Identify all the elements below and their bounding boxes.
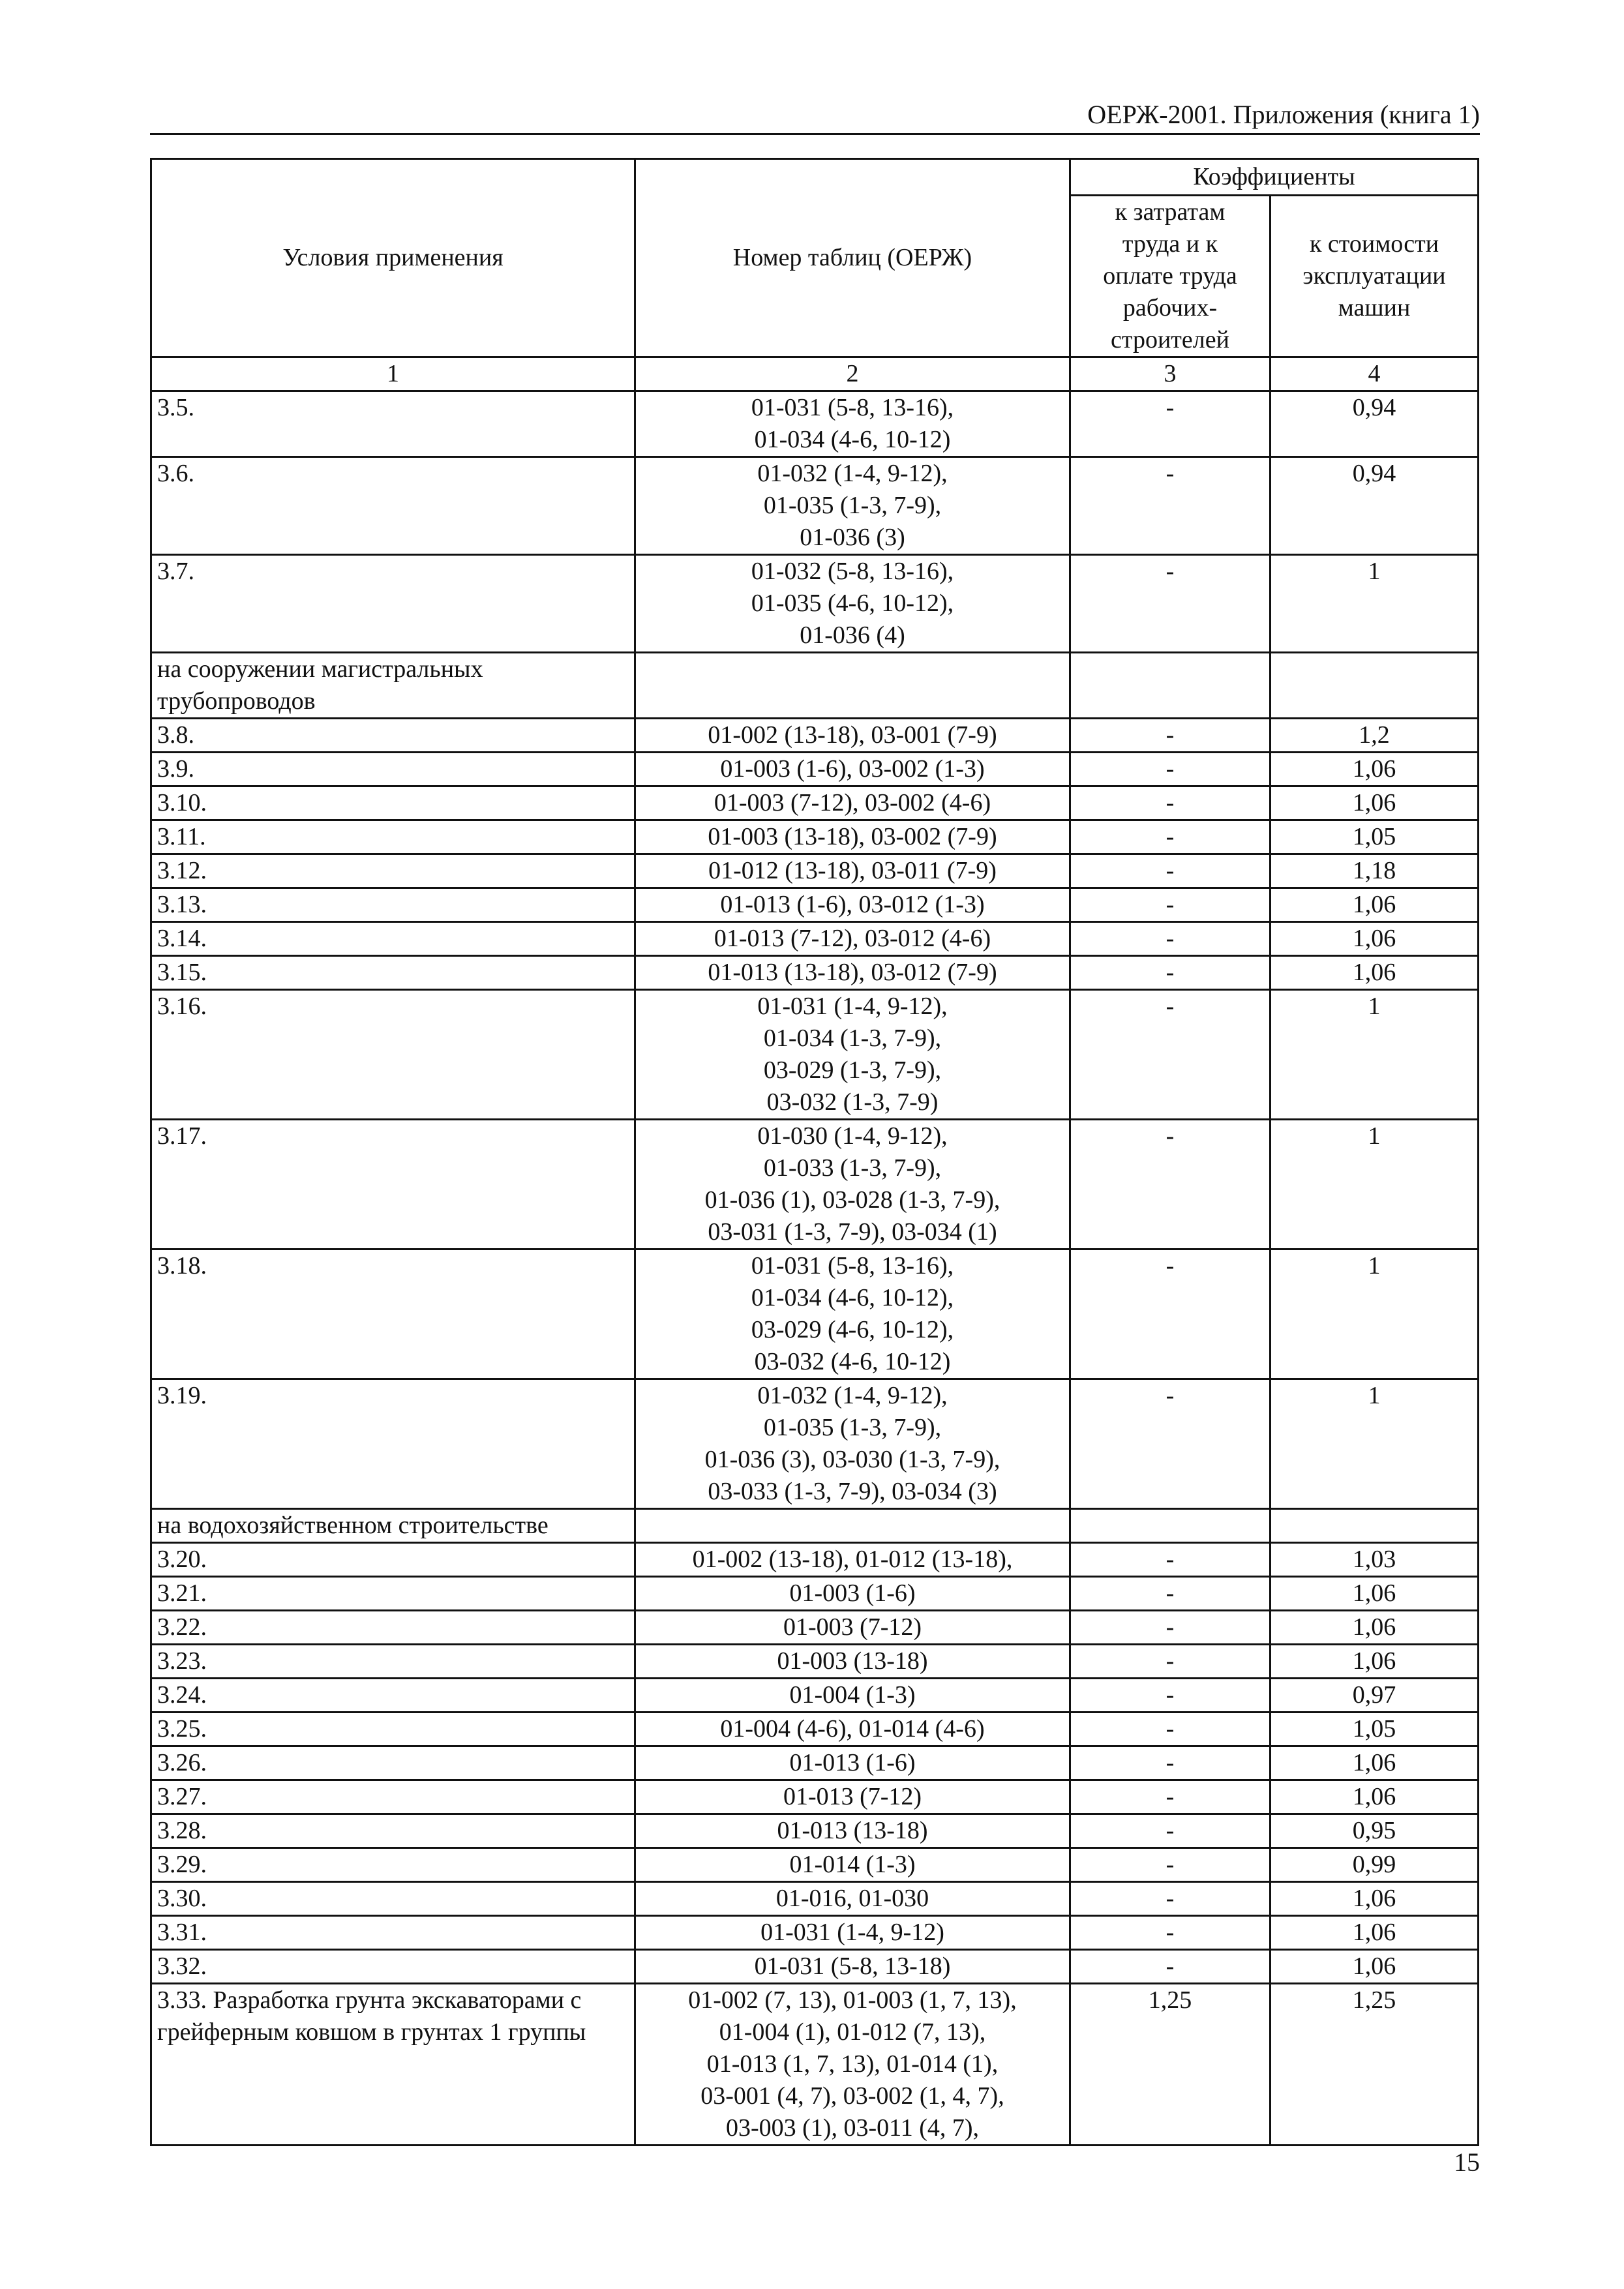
condition-cell (151, 391, 635, 457)
labor-coefficient-cell: - (1070, 1379, 1271, 1509)
table-numbers-text: 01-035 (1-3, 7-9), (763, 492, 942, 519)
table-numbers-cell (635, 1916, 1070, 1950)
machine-coefficient-cell: 1,06 (1271, 1645, 1479, 1679)
table-numbers-cell (635, 1249, 1070, 1379)
condition-text: 3.12. (157, 857, 207, 884)
table-numbers-text: 01-031 (5-8, 13-16), (751, 1252, 954, 1279)
condition-cell (151, 1379, 635, 1509)
condition-text: 3.19. (157, 1382, 207, 1409)
condition-text: 3.8. (157, 721, 194, 749)
labor-coefficient-cell: - (1070, 1679, 1271, 1713)
table-row (151, 753, 1479, 786)
table-row (151, 653, 1479, 719)
table-row (151, 1249, 1479, 1379)
table-row (151, 1120, 1479, 1249)
table-numbers-cell (635, 1950, 1070, 1984)
machine-coefficient-cell: 0,94 (1271, 391, 1479, 457)
condition-text: 3.23. (157, 1647, 207, 1675)
table-numbers-text: 01-030 (1-4, 9-12), (757, 1122, 948, 1150)
table-numbers-text: 01-004 (4-6), 01-014 (4-6) (720, 1715, 985, 1743)
condition-cell (151, 1645, 635, 1679)
table-row (151, 1713, 1479, 1746)
table-numbers-cell (635, 1746, 1070, 1780)
machine-coefficient-cell: 1,06 (1271, 956, 1479, 990)
labor-coefficient-cell: - (1070, 1882, 1271, 1916)
table-numbers-text: 01-031 (1-4, 9-12) (760, 1919, 944, 1946)
table-numbers-cell (635, 1848, 1070, 1882)
condition-cell (151, 457, 635, 555)
table-numbers-text: 01-002 (13-18), 03-001 (7-9) (708, 721, 997, 749)
header-coefficients: Коэффициенты (1070, 159, 1479, 196)
table-numbers-cell (635, 1611, 1070, 1645)
machine-coefficient-cell: 1,06 (1271, 888, 1479, 922)
labor-coefficient-cell: - (1070, 719, 1271, 753)
header-conditions: Условия применения (151, 159, 635, 357)
table-numbers-text: 01-034 (1-3, 7-9), (763, 1025, 942, 1052)
table-row (151, 1509, 1479, 1543)
table-numbers-cell (635, 786, 1070, 820)
table-numbers-text: 01-013 (13-18), 03-012 (7-9) (708, 959, 997, 986)
table-numbers-text: 01-003 (13-18) (777, 1647, 928, 1675)
table-numbers-cell (635, 1984, 1070, 2146)
table-numbers-cell (635, 1509, 1070, 1543)
labor-coefficient-cell: - (1070, 956, 1271, 990)
condition-text: 3.11. (157, 823, 206, 850)
table-numbers-text: 01-032 (5-8, 13-16), (751, 558, 954, 585)
machine-coefficient-cell: 1,25 (1271, 1984, 1479, 2146)
table-numbers-cell (635, 1379, 1070, 1509)
condition-text: 3.13. (157, 891, 207, 918)
condition-text: 3.7. (157, 558, 194, 585)
condition-cell (151, 786, 635, 820)
machine-coefficient-cell: 1 (1271, 1120, 1479, 1249)
table-numbers-text: 01-003 (7-12), 03-002 (4-6) (714, 789, 991, 816)
condition-cell (151, 1713, 635, 1746)
condition-text: 3.17. (157, 1122, 207, 1150)
column-number: 1 (151, 357, 635, 391)
table-numbers-cell (635, 854, 1070, 888)
labor-coefficient-cell: 1,25 (1070, 1984, 1271, 2146)
table-numbers-text: 01-033 (1-3, 7-9), (763, 1154, 942, 1182)
labor-coefficient-cell: - (1070, 888, 1271, 922)
labor-coefficient-cell: - (1070, 391, 1271, 457)
labor-coefficient-cell: - (1070, 922, 1271, 956)
table-numbers-text: 03-031 (1-3, 7-9), 03-034 (1) (708, 1218, 997, 1246)
condition-text: 3.33. Разработка грунта экскаваторами с (157, 1986, 582, 2014)
table-numbers-cell (635, 922, 1070, 956)
table-row (151, 1645, 1479, 1679)
labor-coefficient-cell (1070, 653, 1271, 719)
condition-text: 3.31. (157, 1919, 207, 1946)
table-row (151, 719, 1479, 753)
coefficients-table (150, 158, 1479, 2146)
labor-coefficient-cell: - (1070, 1950, 1271, 1984)
condition-cell (151, 922, 635, 956)
machine-coefficient-cell: 1 (1271, 990, 1479, 1120)
table-row (151, 1780, 1479, 1814)
labor-coefficient-cell: - (1070, 1814, 1271, 1848)
table-numbers-cell (635, 956, 1070, 990)
header-table-numbers: Номер таблиц (ОЕРЖ) (635, 159, 1070, 357)
condition-text: на водохозяйственном строительстве (157, 1512, 549, 1539)
labor-coefficient-cell: - (1070, 1916, 1271, 1950)
table-numbers-text: 03-029 (1-3, 7-9), (763, 1056, 942, 1084)
condition-text: 3.26. (157, 1749, 207, 1776)
page-number: 15 (1454, 2147, 1480, 2177)
condition-text: 3.30. (157, 1885, 207, 1912)
condition-cell (151, 1950, 635, 1984)
condition-text: 3.22. (157, 1613, 207, 1641)
condition-text: 3.6. (157, 460, 194, 487)
table-numbers-text: 03-029 (4-6, 10-12), (751, 1316, 954, 1343)
table-row (151, 1611, 1479, 1645)
condition-cell (151, 990, 635, 1120)
table-numbers-cell (635, 1679, 1070, 1713)
table-row (151, 457, 1479, 555)
table-row (151, 1746, 1479, 1780)
machine-coefficient-cell: 1 (1271, 555, 1479, 653)
labor-coefficient-cell: - (1070, 1746, 1271, 1780)
condition-cell (151, 1746, 635, 1780)
table-numbers-text: 03-033 (1-3, 7-9), 03-034 (3) (708, 1478, 997, 1505)
table-row (151, 1916, 1479, 1950)
table-row (151, 820, 1479, 854)
table-numbers-cell (635, 1543, 1070, 1577)
condition-text: 3.14. (157, 925, 207, 952)
table-row (151, 555, 1479, 653)
table-numbers-text: 01-031 (5-8, 13-18) (754, 1952, 951, 1980)
condition-text: на сооружении магистральных (157, 655, 483, 683)
machine-coefficient-cell: 0,99 (1271, 1848, 1479, 1882)
running-header: ОЕРЖ-2001. Приложения (книга 1) (1087, 100, 1480, 129)
machine-coefficient-cell: 1,18 (1271, 854, 1479, 888)
condition-text: 3.15. (157, 959, 207, 986)
header-labor-coefficient: к затратам труда и к оплате труда рабочих- строителей (1070, 196, 1271, 357)
table-numbers-text: 01-012 (13-18), 03-011 (7-9) (708, 857, 997, 884)
machine-coefficient-cell: 1,06 (1271, 922, 1479, 956)
condition-text: грейферным ковшом в грунтах 1 группы (157, 2018, 586, 2046)
table-numbers-cell (635, 990, 1070, 1120)
condition-cell (151, 719, 635, 753)
labor-coefficient-cell: - (1070, 1645, 1271, 1679)
table-numbers-cell (635, 457, 1070, 555)
table-numbers-text: 01-036 (3), 03-030 (1-3, 7-9), (704, 1446, 1000, 1473)
machine-coefficient-cell (1271, 1509, 1479, 1543)
condition-cell (151, 555, 635, 653)
labor-coefficient-cell: - (1070, 1577, 1271, 1611)
labor-coefficient-cell: - (1070, 457, 1271, 555)
condition-cell (151, 1984, 635, 2146)
table-numbers-cell (635, 653, 1070, 719)
table-row (151, 1543, 1479, 1577)
table-numbers-text: 01-036 (1), 03-028 (1-3, 7-9), (704, 1186, 1000, 1214)
table-numbers-text: 01-002 (13-18), 01-012 (13-18), (692, 1546, 1013, 1573)
condition-text: 3.20. (157, 1546, 207, 1573)
condition-cell (151, 1249, 635, 1379)
table-numbers-text: 01-032 (1-4, 9-12), (757, 1382, 948, 1409)
labor-coefficient-cell: - (1070, 1249, 1271, 1379)
condition-cell (151, 1882, 635, 1916)
condition-cell (151, 820, 635, 854)
table-row (151, 391, 1479, 457)
table-numbers-text: 03-032 (4-6, 10-12) (754, 1348, 951, 1375)
condition-cell (151, 1611, 635, 1645)
condition-cell (151, 1916, 635, 1950)
table-numbers-cell (635, 555, 1070, 653)
table-row (151, 990, 1479, 1120)
machine-coefficient-cell: 1,05 (1271, 1713, 1479, 1746)
condition-text: 3.21. (157, 1579, 207, 1607)
table-numbers-cell (635, 719, 1070, 753)
table-row (151, 1950, 1479, 1984)
table-numbers-text: 01-003 (1-6), 03-002 (1-3) (720, 755, 985, 783)
table-numbers-text: 01-003 (13-18), 03-002 (7-9) (708, 823, 997, 850)
table-numbers-cell (635, 1645, 1070, 1679)
table-numbers-cell (635, 1120, 1070, 1249)
column-number: 2 (635, 357, 1070, 391)
table-numbers-text: 01-013 (7-12) (783, 1783, 922, 1810)
machine-coefficient-cell: 1,06 (1271, 1950, 1479, 1984)
condition-text: 3.10. (157, 789, 207, 816)
table-numbers-text: 01-014 (1-3) (789, 1851, 916, 1878)
condition-text: 3.24. (157, 1681, 207, 1709)
table-numbers-cell (635, 888, 1070, 922)
machine-coefficient-cell: 1,06 (1271, 786, 1479, 820)
table-body (151, 391, 1479, 2146)
table-numbers-text: 01-035 (1-3, 7-9), (763, 1414, 942, 1441)
table-numbers-text: 01-035 (4-6, 10-12), (751, 590, 954, 617)
table-row (151, 1814, 1479, 1848)
condition-cell (151, 1543, 635, 1577)
condition-text: 3.5. (157, 394, 194, 421)
labor-coefficient-cell: - (1070, 1848, 1271, 1882)
table-numbers-cell (635, 1882, 1070, 1916)
machine-coefficient-cell: 1,06 (1271, 1577, 1479, 1611)
condition-cell (151, 1679, 635, 1713)
labor-coefficient-cell: - (1070, 990, 1271, 1120)
labor-coefficient-cell (1070, 1509, 1271, 1543)
condition-text: 3.16. (157, 993, 207, 1020)
table-row (151, 922, 1479, 956)
table-numbers-cell (635, 1814, 1070, 1848)
header-rule (150, 133, 1480, 135)
table-row (151, 1379, 1479, 1509)
column-number: 4 (1271, 357, 1479, 391)
table-numbers-text: 01-002 (7, 13), 01-003 (1, 7, 13), (688, 1986, 1017, 2014)
table-numbers-text: 01-013 (7-12), 03-012 (4-6) (714, 925, 991, 952)
machine-coefficient-cell: 1,06 (1271, 1882, 1479, 1916)
table-row (151, 1848, 1479, 1882)
condition-cell (151, 854, 635, 888)
condition-cell (151, 1509, 635, 1543)
machine-coefficient-cell: 1,06 (1271, 1611, 1479, 1645)
machine-coefficient-cell: 0,95 (1271, 1814, 1479, 1848)
table-numbers-text: 01-032 (1-4, 9-12), (757, 460, 948, 487)
condition-cell (151, 1780, 635, 1814)
labor-coefficient-cell: - (1070, 1780, 1271, 1814)
header-machine-coefficient: к стоимости эксплуатации машин (1271, 196, 1479, 357)
condition-cell (151, 753, 635, 786)
machine-coefficient-cell: 1,06 (1271, 1916, 1479, 1950)
table-numbers-text: 01-036 (3) (800, 524, 905, 551)
machine-coefficient-cell: 1 (1271, 1249, 1479, 1379)
condition-cell (151, 1577, 635, 1611)
condition-cell (151, 956, 635, 990)
machine-coefficient-cell: 1,05 (1271, 820, 1479, 854)
table-row (151, 854, 1479, 888)
condition-text: 3.18. (157, 1252, 207, 1279)
condition-cell (151, 1814, 635, 1848)
column-number: 3 (1070, 357, 1271, 391)
condition-cell (151, 1120, 635, 1249)
table-numbers-text: 01-004 (1-3) (789, 1681, 916, 1709)
labor-coefficient-cell: - (1070, 1713, 1271, 1746)
table-numbers-cell (635, 753, 1070, 786)
table-row (151, 786, 1479, 820)
machine-coefficient-cell: 0,97 (1271, 1679, 1479, 1713)
table-numbers-cell (635, 1713, 1070, 1746)
machine-coefficient-cell: 1,06 (1271, 1746, 1479, 1780)
table-numbers-text: 01-034 (4-6, 10-12), (751, 1284, 954, 1311)
table-numbers-text: 01-031 (5-8, 13-16), (751, 394, 954, 421)
machine-coefficient-cell: 1,06 (1271, 1780, 1479, 1814)
condition-cell (151, 653, 635, 719)
table-row (151, 1882, 1479, 1916)
table-numbers-text: 01-016, 01-030 (775, 1885, 929, 1912)
table-numbers-text: 01-013 (1-6), 03-012 (1-3) (720, 891, 985, 918)
labor-coefficient-cell: - (1070, 820, 1271, 854)
labor-coefficient-cell: - (1070, 1543, 1271, 1577)
table-numbers-text: 01-004 (1), 01-012 (7, 13), (719, 2018, 986, 2046)
machine-coefficient-cell: 1,06 (1271, 753, 1479, 786)
condition-text: 3.9. (157, 755, 194, 783)
table-numbers-cell (635, 391, 1070, 457)
table-row (151, 1577, 1479, 1611)
machine-coefficient-cell (1271, 653, 1479, 719)
labor-coefficient-cell: - (1070, 1120, 1271, 1249)
table-row (151, 956, 1479, 990)
labor-coefficient-cell: - (1070, 555, 1271, 653)
machine-coefficient-cell: 1,03 (1271, 1543, 1479, 1577)
condition-text: трубопроводов (157, 687, 316, 715)
condition-text: 3.28. (157, 1817, 207, 1844)
table-numbers-text: 01-003 (7-12) (783, 1613, 922, 1641)
table-numbers-text: 01-013 (1, 7, 13), 01-014 (1), (706, 2050, 999, 2078)
condition-text: 3.29. (157, 1851, 207, 1878)
table-numbers-text: 03-003 (1), 03-011 (4, 7), (725, 2114, 979, 2142)
machine-coefficient-cell: 1,2 (1271, 719, 1479, 753)
table-row (151, 888, 1479, 922)
condition-text: 3.25. (157, 1715, 207, 1743)
table-numbers-text: 01-031 (1-4, 9-12), (757, 993, 948, 1020)
labor-coefficient-cell: - (1070, 753, 1271, 786)
labor-coefficient-cell: - (1070, 1611, 1271, 1645)
condition-cell (151, 1848, 635, 1882)
condition-cell (151, 888, 635, 922)
table-numbers-text: 01-013 (1-6) (789, 1749, 916, 1776)
table-row (151, 1679, 1479, 1713)
condition-text: 3.27. (157, 1783, 207, 1810)
table-numbers-text: 03-032 (1-3, 7-9) (766, 1088, 939, 1116)
machine-coefficient-cell: 0,94 (1271, 457, 1479, 555)
labor-coefficient-cell: - (1070, 854, 1271, 888)
table-numbers-text: 01-036 (4) (800, 621, 905, 649)
table-numbers-cell (635, 820, 1070, 854)
machine-coefficient-cell: 1 (1271, 1379, 1479, 1509)
table-numbers-text: 01-034 (4-6, 10-12) (754, 426, 951, 453)
table-numbers-cell (635, 1780, 1070, 1814)
condition-text: 3.32. (157, 1952, 207, 1980)
table-numbers-text: 01-013 (13-18) (777, 1817, 928, 1844)
table-numbers-cell (635, 1577, 1070, 1611)
table-numbers-text: 01-003 (1-6) (789, 1579, 916, 1607)
table-numbers-text: 03-001 (4, 7), 03-002 (1, 4, 7), (700, 2082, 1004, 2110)
labor-coefficient-cell: - (1070, 786, 1271, 820)
table-row (151, 1984, 1479, 2146)
